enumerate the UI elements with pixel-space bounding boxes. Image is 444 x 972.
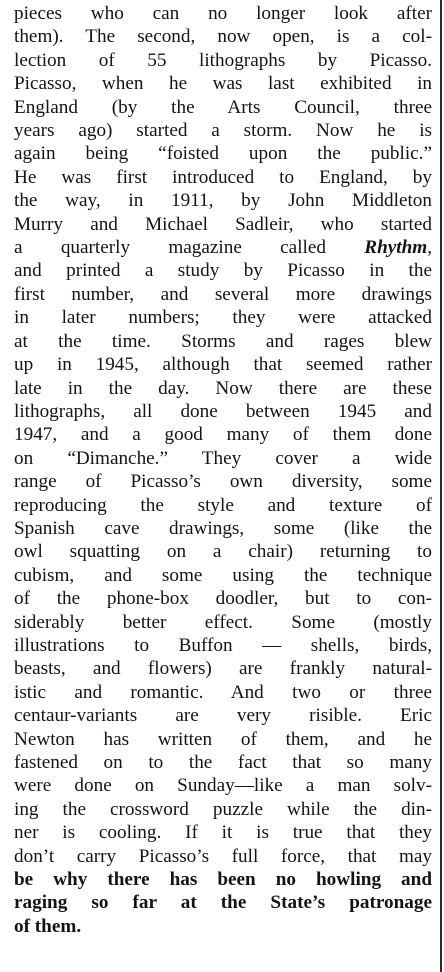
text-line: a quarterly magazine called Rhythm, [14,237,432,259]
text-line: be why there has been no howling and [14,869,432,891]
text-line: them). The second, now open, is a col- [14,26,432,48]
text-line: first number, and several more drawings [14,283,432,305]
text-line: lithographs, all done between 1945 and [14,400,432,422]
text-line: owl squatting on a chair) returning to [14,541,432,563]
text-line: raging so far at the State’s patronage [14,892,432,914]
text-line: siderably better effect. Some (mostly [14,611,432,633]
text-line: ner is cooling. If it is true that they [14,822,432,844]
text-line: England (by the Arts Council, three [14,96,432,118]
text-line: reproducing the style and texture of [14,494,432,516]
article-column [14,2,432,970]
text-line: lection of 55 lithographs by Picasso. [14,49,432,71]
text-line: ing the crossword puzzle while the din- [14,798,432,820]
text-line: late in the day. Now there are these [14,377,432,399]
text-line: range of Picasso’s own diversity, some [14,471,432,493]
text-line: on “Dimanche.” They cover a wide [14,447,432,469]
text-line: years ago) started a storm. Now he is [14,120,432,142]
column-rule [440,0,442,972]
text-line: Newton has written of them, and he [14,728,432,750]
text-line: istic and romantic. And two or three [14,681,432,703]
text-line: of them. [14,915,82,937]
text-line: Murry and Michael Sadleir, who started [14,213,432,235]
text-line: were done on Sunday—like a man solv- [14,775,432,797]
text-line: Spanish cave drawings, some (like the [14,517,432,539]
text-line: illustrations to Buffon — shells, birds, [14,634,432,656]
text-line: cubism, and some using the technique [14,564,432,586]
text-line: and printed a study by Picasso in the [14,260,432,282]
text-line: up in 1945, although that seemed rather [14,354,432,376]
text-line: don’t carry Picasso’s full force, that may [14,845,432,867]
text-line: 1947, and a good many of them done [14,424,432,446]
text-line: centaur-variants are very risible. Eric [14,705,432,727]
text-line: Picasso, when he was last exhibited in [14,73,432,95]
text-line: at the time. Storms and rages blew [14,330,432,352]
text-line: of the phone-box doodler, but to con- [14,588,432,610]
text-line: pieces who can no longer look after [14,3,432,24]
text-line: beasts, and flowers) are frankly natural- [14,658,432,680]
text-line: in later numbers; they were attacked [14,307,432,329]
text-line: fastened on to the fact that so many [14,752,432,773]
text-line: the way, in 1911, by John Middleton [14,190,432,212]
text-line: again being “foisted upon the public.” [14,143,432,165]
text-line: He was first introduced to England, by [14,166,432,188]
